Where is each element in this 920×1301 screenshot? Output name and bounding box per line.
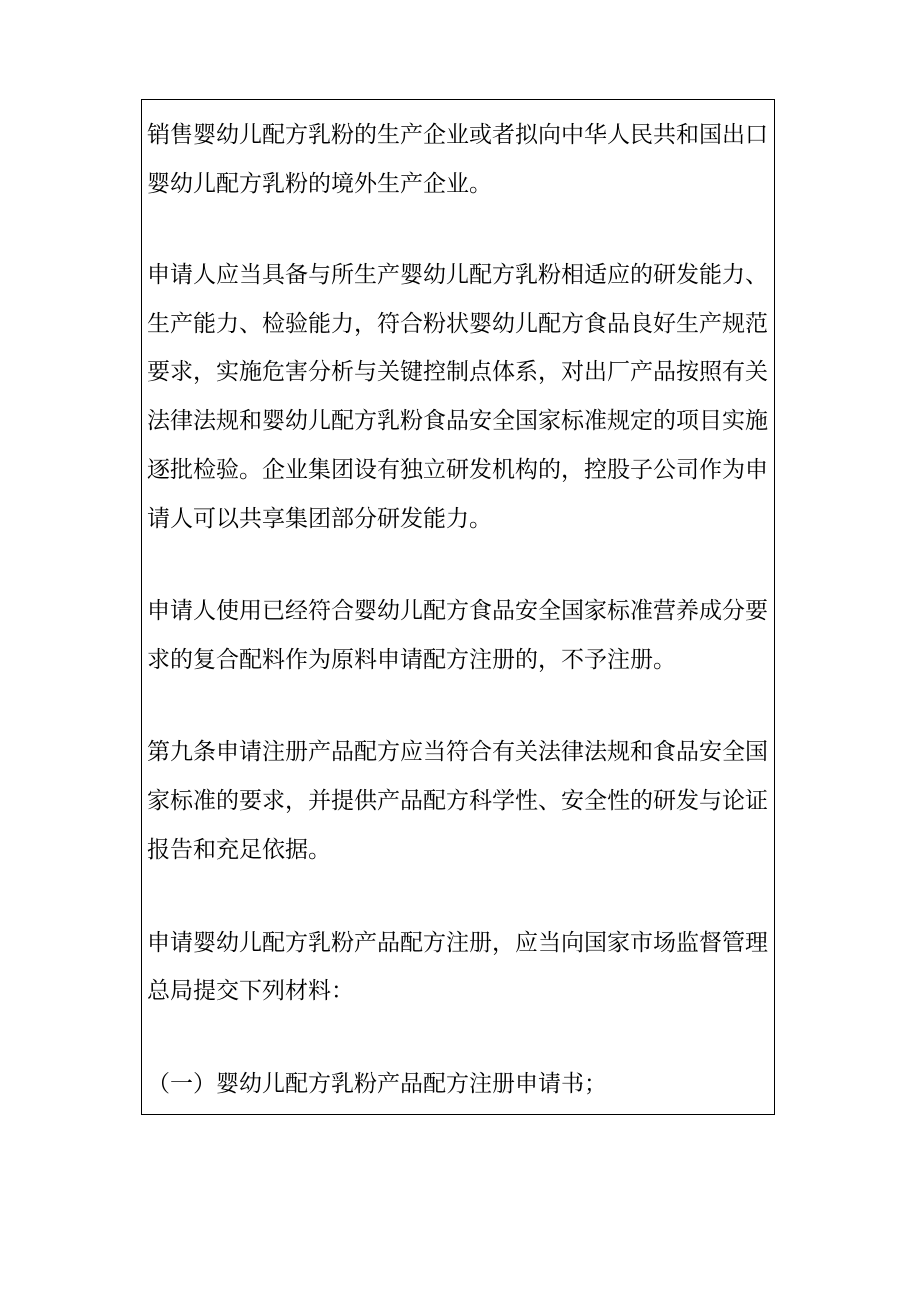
text-line: 婴幼儿配方乳粉的境外生产企业。 — [147, 171, 492, 197]
text-line: 第九条申请注册产品配方应当符合有关法律法规和食品安全国 — [147, 739, 768, 765]
text-line: 申请人使用已经符合婴幼儿配方食品安全国家标准营养成分要 — [147, 598, 768, 624]
text-line: 申请婴幼儿配方乳粉产品配方注册，应当向国家市场监督管理 — [147, 930, 768, 956]
text-line: 求的复合配料作为原料申请配方注册的，不予注册。 — [147, 647, 676, 673]
text-line: 逐批检验。企业集团设有独立研发机构的，控股子公司作为申 — [147, 457, 768, 483]
text-line: 报告和充足依据。 — [147, 837, 331, 863]
text-line: 销售婴幼儿配方乳粉的生产企业或者拟向中华人民共和国出口 — [147, 122, 768, 148]
text-line: 总局提交下列材料： — [147, 978, 354, 1004]
document-frame — [141, 99, 775, 1115]
text-line: 家标准的要求，并提供产品配方科学性、安全性的研发与论证 — [147, 788, 768, 814]
text-line: 要求，实施危害分析与关键控制点体系，对出厂产品按照有关 — [147, 359, 768, 385]
text-line: 请人可以共享集团部分研发能力。 — [147, 506, 492, 532]
text-line: 法律法规和婴幼儿配方乳粉食品安全国家标准规定的项目实施 — [147, 408, 768, 434]
text-line: 申请人应当具备与所生产婴幼儿配方乳粉相适应的研发能力、 — [147, 262, 768, 288]
text-line: 生产能力、检验能力，符合粉状婴幼儿配方食品良好生产规范 — [147, 311, 768, 337]
text-line: （一）婴幼儿配方乳粉产品配方注册申请书； — [147, 1071, 607, 1097]
